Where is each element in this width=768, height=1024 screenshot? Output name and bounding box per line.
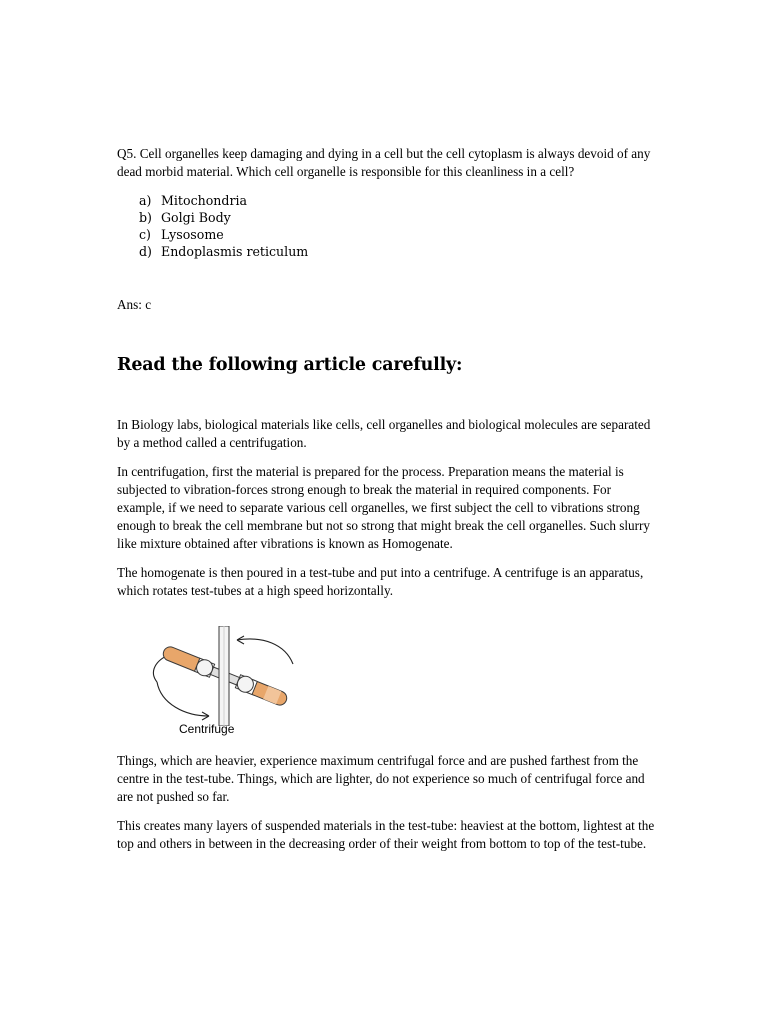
rotation-arrow-bottom (157, 682, 209, 716)
centrifuge-illustration (145, 626, 305, 726)
article-paragraph: This creates many layers of suspended materials in the test-tube: heaviest at the bottom, lightest at the top and others in between in the decreasing order of their weight from bottom to top of the test-tube. (117, 818, 655, 851)
option-letter: a) (139, 193, 152, 208)
option-c (117, 226, 657, 243)
article-paragraph: Things, which are heavier, experience maximum centrifugal force and are pushed farthest from the centre in the test-tube. Things, which are lighter, do not experience so much of centrifugal force and are not pushed so far. (117, 753, 645, 804)
article-heading: Read the following article carefully: (117, 355, 463, 375)
article-paragraph: In centrifugation, first the material is prepared for the process. Preparation means the material is subjected to vibration-forces strong enough to break the material in required components. For example, if we need to separate various cell organelles, we first subject the cell to vibrations strong enough to break the cell membrane but not so strong that might break the cell organelles. Such slurry like mixture obtained after vibrations is known as Homogenate. (117, 464, 650, 551)
question-text: Q5. Cell organelles keep damaging and dying in a cell but the cell cytoplasm is always devoid of any dead morbid material. Which cell organelle is responsible for this cleanliness in a cell? (117, 146, 651, 179)
article-paragraph: The homogenate is then poured in a test-tube and put into a centrifuge. A centrifuge is an apparatus, which rotates test-tubes at a high speed horizontally. (117, 565, 644, 598)
option-letter: b) (139, 210, 152, 225)
rotation-arrow-top (237, 639, 293, 664)
centrifuge-figure (145, 626, 305, 738)
page-content (117, 145, 657, 853)
option-text: Endoplasmis reticulum (161, 244, 309, 259)
figure-caption: Centrifuge (179, 722, 235, 736)
option-text: Golgi Body (161, 210, 231, 225)
option-letter: d) (139, 244, 152, 259)
option-d (117, 243, 657, 260)
answer-text: Ans: c (117, 297, 152, 312)
option-a (117, 192, 657, 209)
option-letter: c) (139, 227, 151, 242)
option-text: Lysosome (161, 227, 224, 242)
answer-options (117, 192, 657, 260)
option-text: Mitochondria (161, 193, 248, 208)
article-paragraph: In Biology labs, biological materials like cells, cell organelles and biological molecules are separated by a method called a centrifugation. (117, 417, 651, 450)
option-b (117, 209, 657, 226)
